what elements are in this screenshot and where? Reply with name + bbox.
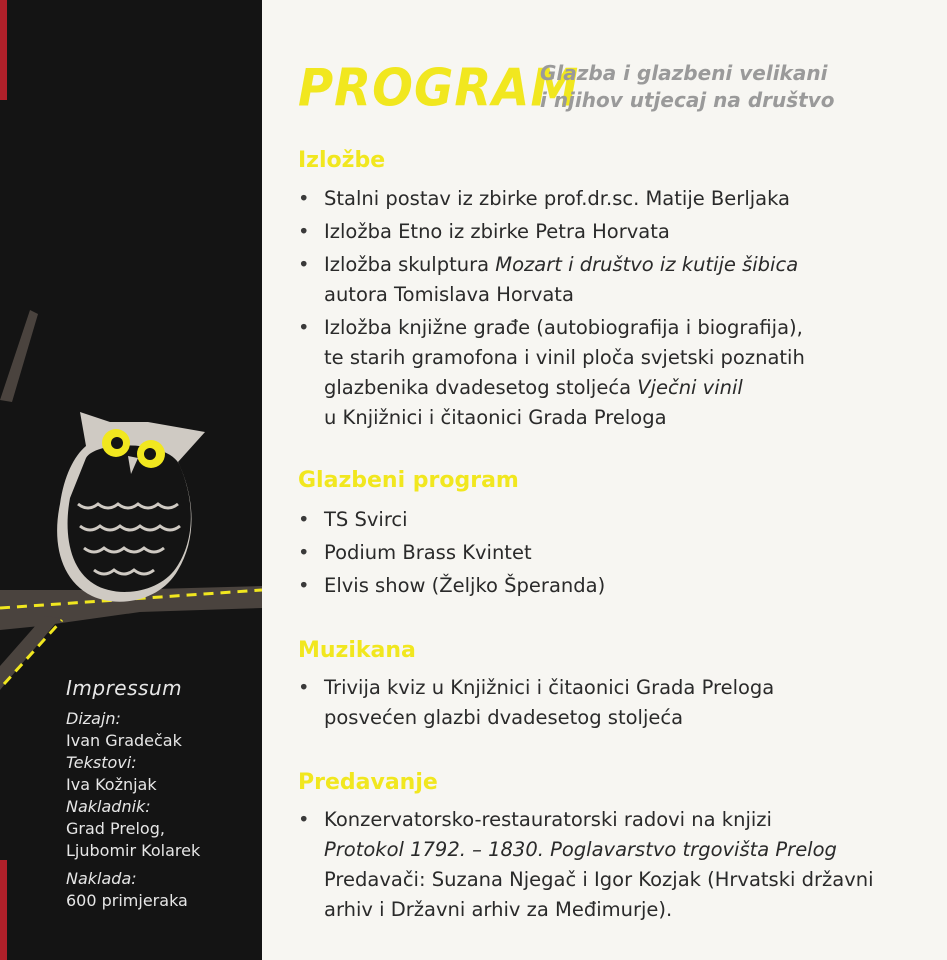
- subtitle-line-2: i njihov utjecaj na društvo: [540, 88, 835, 112]
- tekstovi-label: Tekstovi:: [66, 753, 137, 772]
- item-text: Podium Brass Kvintet: [324, 541, 532, 564]
- item-text: Predavači: Suzana Njegač i Igor Kozjak (Hrvatski državni: [324, 868, 874, 891]
- bullet-icon: •: [298, 253, 310, 276]
- bullet-icon: •: [298, 541, 310, 564]
- section-title-izlozbe: Izložbe: [298, 148, 386, 173]
- subtitle: [540, 60, 840, 114]
- program-title: PROGRAM: [298, 58, 580, 119]
- item-text: Stalni postav iz zbirke prof.dr.sc. Matije Berljaka: [324, 187, 791, 210]
- bullet-icon: •: [298, 187, 310, 210]
- item-text: Izložba skulptura: [324, 253, 496, 276]
- bullet-icon: •: [298, 220, 310, 243]
- naklada-label: Naklada:: [66, 869, 137, 888]
- bullet-icon: •: [298, 676, 310, 699]
- item-text-italic: Mozart i društvo iz kutije šibica: [495, 253, 799, 276]
- nakladnik-label: Nakladnik:: [66, 797, 151, 816]
- item-text-italic: Protokol 1792. – 1830. Poglavarstvo trgovišta Prelog: [324, 838, 837, 861]
- bullet-icon: •: [298, 574, 310, 597]
- dizajn-value: Ivan Gradečak: [66, 731, 182, 750]
- item-text: Trivija kviz u Knjižnici i čitaonici Grada Preloga: [324, 676, 775, 699]
- list-item: [298, 313, 805, 433]
- impressum: [66, 676, 200, 912]
- item-text: arhiv i Državni arhiv za Međimurje).: [324, 898, 673, 921]
- list-item: [298, 184, 805, 214]
- section-title-predavanje: Predavanje: [298, 770, 438, 795]
- bullet-icon: •: [298, 508, 310, 531]
- item-text-italic: Vječni vinil: [637, 376, 743, 399]
- naklada-value: 600 primjeraka: [66, 891, 188, 910]
- item-text: Konzervatorsko-restauratorski radovi na knjizi: [324, 808, 772, 831]
- owl-branch-illustration: [0, 290, 262, 690]
- program-content: [262, 0, 947, 960]
- list-item: [298, 538, 605, 568]
- item-text: Izložba knjižne građe (autobiografija i biografija),: [324, 316, 803, 339]
- predavanje-list: [298, 805, 874, 925]
- left-panel: [0, 0, 262, 960]
- bullet-icon: •: [298, 808, 310, 831]
- list-item: [298, 217, 805, 247]
- list-item: [298, 673, 774, 733]
- subtitle-line-1: Glazba i glazbeni velikani: [540, 61, 828, 85]
- item-text: TS Svirci: [324, 508, 408, 531]
- muzikana-list: [298, 673, 774, 733]
- nakladnik-value-2: Ljubomir Kolarek: [66, 841, 201, 860]
- red-edge-top: [0, 0, 7, 100]
- list-item: [298, 250, 805, 310]
- bullet-icon: •: [298, 316, 310, 339]
- glazbeni-list: [298, 505, 605, 601]
- list-item: [298, 805, 874, 925]
- item-text: autora Tomislava Horvata: [324, 283, 574, 306]
- list-item: [298, 505, 605, 535]
- owl-icon: [57, 412, 205, 602]
- nakladnik-value-1: Grad Prelog,: [66, 819, 165, 838]
- list-item: [298, 571, 605, 601]
- red-edge-bottom: [0, 860, 7, 960]
- izlozbe-list: [298, 184, 805, 433]
- section-title-muzikana: Muzikana: [298, 638, 416, 663]
- item-text: glazbenika dvadesetog stoljeća: [324, 376, 638, 399]
- item-text: te starih gramofona i vinil ploča svjetski poznatih: [324, 346, 805, 369]
- item-text: Izložba Etno iz zbirke Petra Horvata: [324, 220, 670, 243]
- item-text: u Knjižnici i čitaonici Grada Preloga: [324, 406, 667, 429]
- dizajn-label: Dizajn:: [66, 709, 121, 728]
- impressum-title: Impressum: [66, 676, 183, 700]
- section-title-glazbeni-program: Glazbeni program: [298, 468, 519, 493]
- item-text: Elvis show (Željko Šperanda): [324, 574, 606, 597]
- item-text: posvećen glazbi dvadesetog stoljeća: [324, 706, 684, 729]
- tekstovi-value: Iva Kožnjak: [66, 775, 157, 794]
